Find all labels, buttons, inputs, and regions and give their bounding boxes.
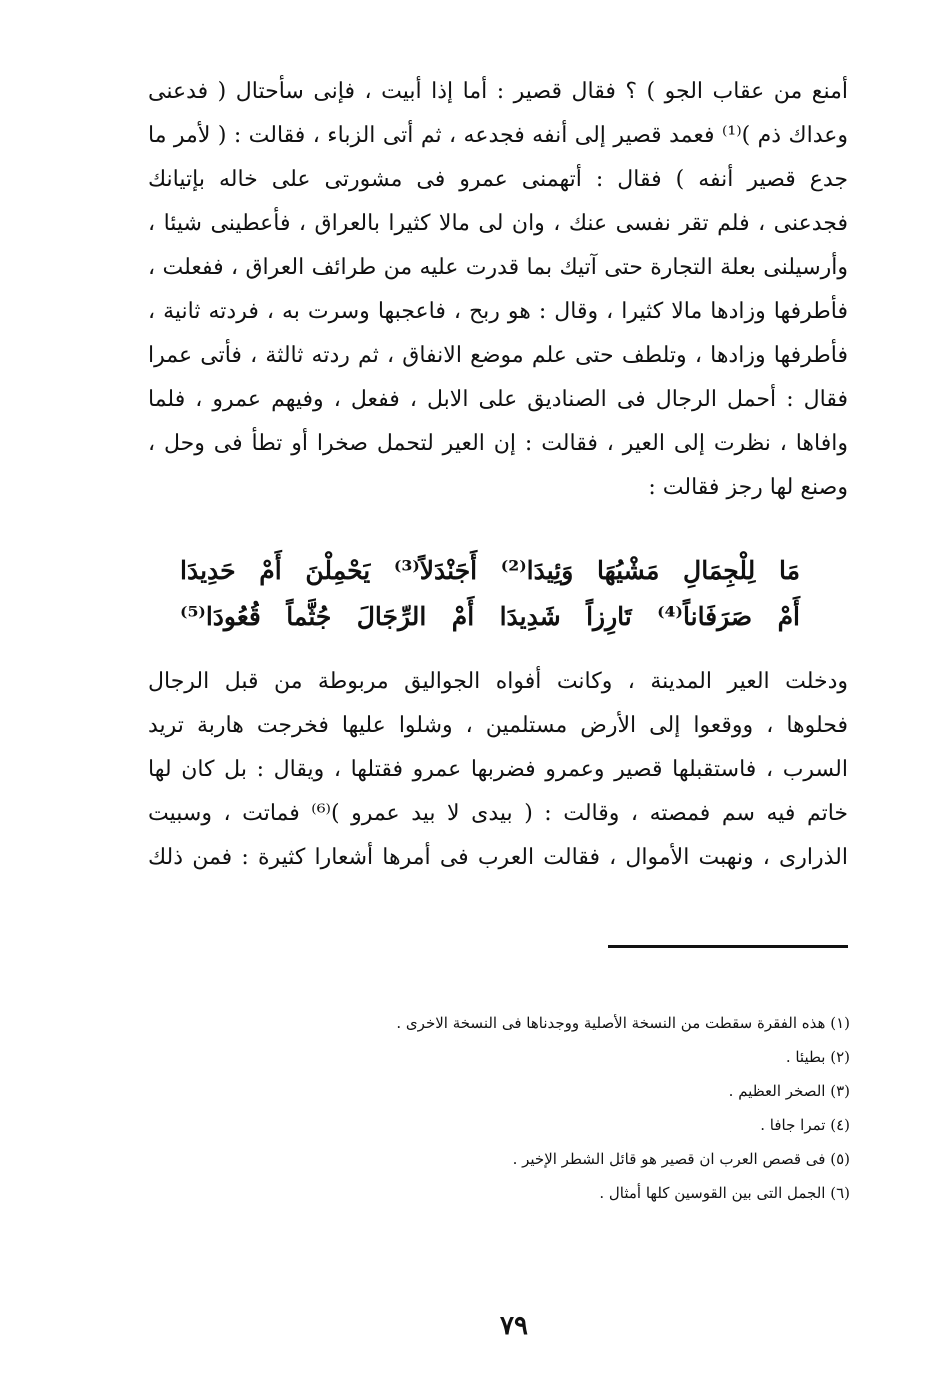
poem-verses (180, 548, 800, 640)
page-number: ٧٩ (500, 1311, 528, 1341)
main-paragraph-1 (148, 70, 848, 510)
text-line: فجدعنى ، فلم تقر نفسى عنك ، وان لى مالا كثيرا بالعراق ، فأعطينى شيئا ، (148, 211, 848, 236)
text-line: ودخلت العير المدينة ، وكانت أفواه الجواليق مربوطة من قبل الرجال (148, 669, 848, 694)
text-line: وصنع لها رجز فقالت : (648, 475, 848, 500)
text-line: وافاها ، نظرت إلى العير ، فقالت : إن العير لتحمل صخرا أو تطأ فى وحل ، (148, 431, 848, 456)
footnote: (٦) الجمل التى بين القوسين كلها أمثال . (599, 1184, 850, 1202)
footnote-separator (608, 945, 848, 948)
text-line: فقال : أحمل الرجال فى الصناديق على الابل ، ففعل ، وفيهم عمرو ، فلما (148, 387, 848, 412)
text-line: جدع قصير أنفه ) فقال : أتهمنى عمرو فى مشورتى على خاله بإتيانك (148, 167, 848, 192)
footnote: (٢) بطيئا . (785, 1048, 850, 1066)
footnote: (٥) فى قصص العرب ان قصير هو قائل الشطر الإخير . (512, 1150, 850, 1168)
main-paragraph-2 (148, 660, 848, 880)
footnote: (٤) تمرا جافا . (760, 1116, 850, 1134)
poem-verse: أَمْ صَرَفَاناً⁽⁴⁾ تَارِزاً شَدِيدَا أَمْ الرِّجَالَ جُثَّماً قُعُودَا⁽⁵⁾ (180, 602, 800, 631)
text-line: أمنع من عقاب الجو ) ؟ فقال قصير : أما إذا أبيت ، فإنى سأحتال ( فدعنى (148, 79, 848, 104)
text-line: وعداك ذم )⁽¹⁾ فعمد قصير إلى أنفه فجدعه ، ثم أتى الزباء ، فقالت : ( لأمر ما (148, 123, 848, 148)
text-line: خاتم فيه سم فمصته ، وقالت : ( بيدى لا بيد عمرو )⁽⁶⁾ فماتت ، وسبيت (148, 801, 848, 826)
footnote: (١) هذه الفقرة سقطت من النسخة الأصلية ووجدناها فى النسخة الاخرى . (396, 1014, 850, 1032)
text-line: فحلوها ، ووقعوا إلى الأرض مستلمين ، وشلوا عليها فخرجت هاربة تريد (148, 713, 848, 738)
text-line: الذرارى ، ونهبت الأموال ، فقالت العرب فى أمرها أشعارا كثيرة : فمن ذلك (148, 845, 848, 870)
text-line: فأطرفها وزادها ، وتلطف حتى علم موضع الانفاق ، ثم ردته ثالثة ، فأتى عمرا (148, 343, 848, 368)
poem-verse: مَا لِلْجِمَالِ مَشْيُهَا وَئِيدَا⁽²⁾ أَجَنْدَلاً⁽³⁾ يَحْمِلْنَ أَمْ حَدِيدَا (180, 556, 800, 585)
footnote: (٣) الصخر العظيم . (728, 1082, 850, 1100)
text-line: وأرسيلنى بعلة التجارة حتى آتيك بما قدرت عليه من طرائف العراق ، ففعلت ، (148, 255, 848, 280)
text-line: السرب ، فاستقبلها قصير وعمرو فضربها عمرو فقتلها ، ويقال : بل كان لها (148, 757, 848, 782)
text-line: فأطرفها وزادها مالا كثيرا ، وقال : هو ربح ، فاعجبها وسرت به ، فردته ثانية ، (148, 299, 848, 324)
footnotes (290, 1006, 850, 1210)
